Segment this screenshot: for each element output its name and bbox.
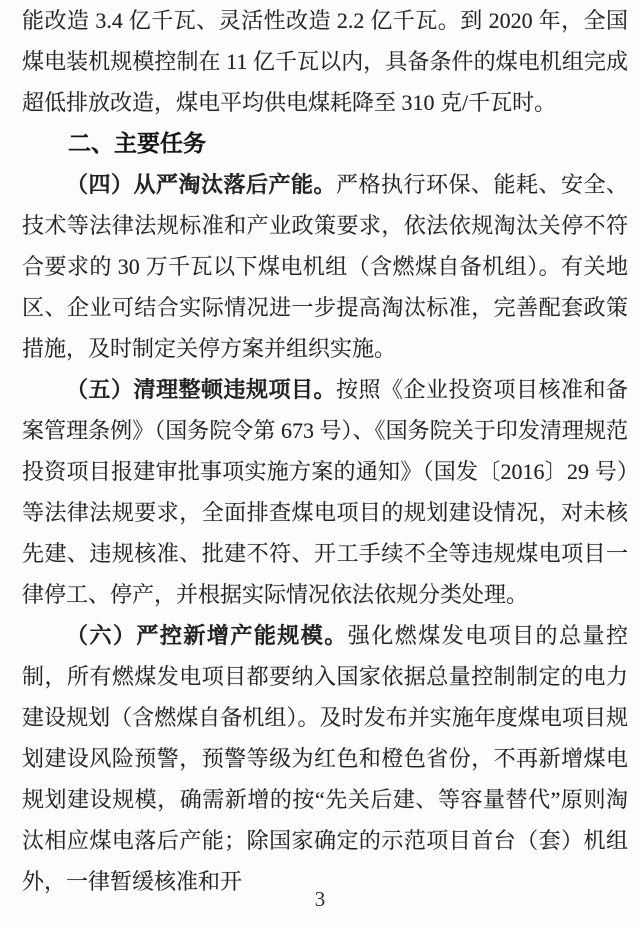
paragraph-intro-continuation: 能改造 3.4 亿千瓦、灵活性改造 2.2 亿千瓦。到 2020 年，全国煤电装机规模控制在 11 亿千瓦以内，具备条件的煤电机组完成超低排放改造，煤电平均供电煤耗降至 310 克/千瓦时。	[22, 8, 628, 115]
paragraph-item-6	[22, 615, 628, 902]
paragraph-item-4	[22, 164, 628, 369]
page-number: 3	[314, 887, 326, 911]
paragraph-item-5-lead: （五）清理整顿违规项目。	[66, 377, 336, 402]
section-heading-main-tasks: 二、主要任务	[68, 130, 206, 156]
paragraph-item-4-lead: （四）从严淘汰落后产能。	[66, 172, 336, 197]
paragraph-item-5	[22, 369, 628, 615]
paragraph-item-6-body: 强化燃煤发电项目的总量控制，所有燃煤发电项目都要纳入国家依据总量控制制定的电力建设规划（含燃煤自备机组）。及时发布并实施年度煤电项目规划建设风险预警，预警等级为红色和橙色省份，不再新增煤电规划建设规模，确需新增的按“先关后建、等容量替代”原则淘汰相应煤电落后产能；除国家确定的示范项目首台（套）机组外，一律暂缓核准和开	[22, 623, 629, 894]
paragraph-item-6-lead: （六）严控新增产能规模。	[66, 623, 348, 648]
document-text-block	[22, 0, 628, 902]
paragraph-item-4-body: 严格执行环保、能耗、安全、技术等法律法规标准和产业政策要求，依法依规淘汰关停不符合要求的 30 万千瓦以下煤电机组（含燃煤自备机组）。有关地区、企业可结合实际情况进一步提高淘汰标准，完善配套政策措施，及时制定关停方案并组织实施。	[22, 172, 628, 361]
paragraph-item-5-body: 按照《企业投资项目核准和备案管理条例》（国务院令第 673 号）、《国务院关于印发清理规范投资项目报建审批事项实施方案的通知》（国发〔2016〕29 号）等法律法规要求，全面排查煤电项目的规划建设情况，对未核先建、违规核准、批建不符、开工手续不全等违规煤电项目一律停工、停产，并根据实际情况依法依规分类处理。	[22, 377, 628, 607]
